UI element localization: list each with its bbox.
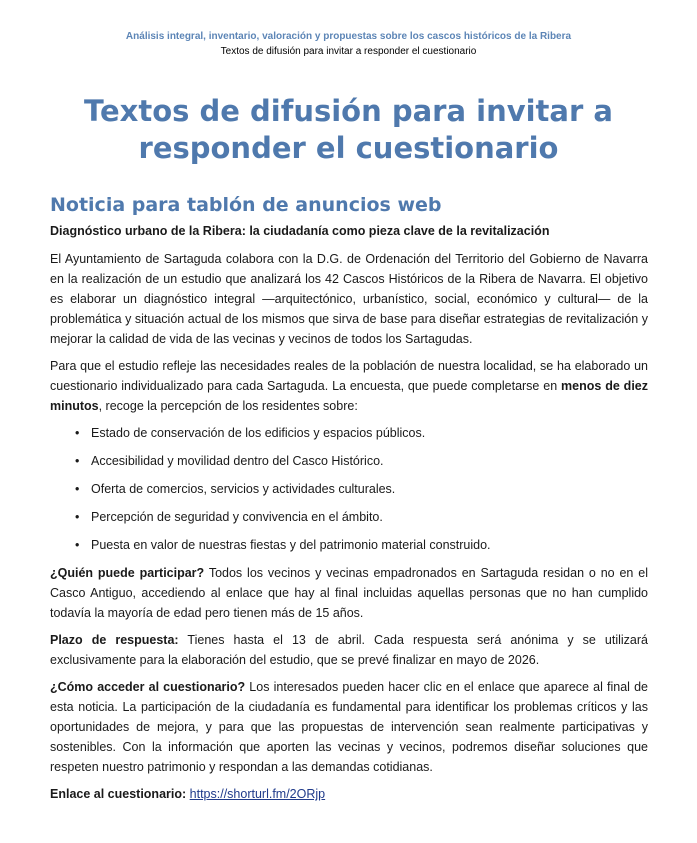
document-body: [50, 192, 648, 811]
list-item-text: Estado de conservación de los edificios y espacios públicos.: [91, 426, 426, 440]
list-item: [50, 507, 648, 527]
list-item: [50, 479, 648, 499]
access-paragraph: [50, 677, 648, 777]
who-text: Todos los vecinos y vecinas empadronados en Sartaguda residan o no en el Casco Antiguo, accediendo al enlace que hay al final incluidas aquellas personas que no han cumplido todavía la mayoría de edad pero tienen más de 15 años.: [50, 566, 648, 620]
who-label: ¿Quién puede participar?: [50, 566, 205, 580]
header-document-title: Textos de difusión para invitar a responder el cuestionario: [220, 46, 477, 57]
header-project-title: Análisis integral, inventario, valoración y propuestas sobre los cascos históricos de la Ribera: [125, 31, 572, 42]
survey-paragraph: [50, 356, 648, 416]
section-heading: Noticia para tablón de anuncios web: [50, 194, 442, 216]
list-item: [50, 535, 648, 555]
list-item-text: Oferta de comercios, servicios y actividades culturales.: [91, 482, 396, 496]
list-item-text: Percepción de seguridad y convivencia en el ámbito.: [91, 510, 383, 524]
bullet-icon: •: [75, 482, 80, 496]
list-item: [50, 451, 648, 471]
bullet-icon: •: [75, 538, 80, 552]
link-label: Enlace al cuestionario:: [50, 787, 187, 801]
access-text: Los interesados pueden hacer clic en el enlace que aparece al final de esta noticia. La participación de la ciudadanía es fundamental para identificar los problemas críticos y las oportunidades de mejora, y para que las propuestas de intervención sean realmente participativas y sostenibles. Con la información que aporten las vecinas y vecinos, podremos diseñar soluciones que respeten nuestro patrimonio y respondan a las demandas cotidianas.: [50, 680, 648, 774]
survey-paragraph-text: Para que el estudio refleje las necesidades reales de la población de nuestra localidad, se ha elaborado un cuestionario individualizado para cada Sartaguda. La encuesta, que puede completarse en: [50, 359, 648, 393]
deadline-paragraph: [50, 630, 648, 670]
questionnaire-link[interactable]: https://shorturl.fm/2ORjp: [189, 787, 326, 801]
survey-paragraph-text-end: , recoge la percepción de los residentes sobre:: [98, 399, 358, 413]
running-header: [0, 29, 697, 59]
deadline-label: Plazo de respuesta:: [50, 633, 179, 647]
topics-list: [50, 423, 648, 555]
access-label: ¿Cómo acceder al cuestionario?: [50, 680, 246, 694]
intro-paragraph: El Ayuntamiento de Sartaguda colabora con la D.G. de Ordenación del Territorio del Gobierno de Navarra en la realización de un estudio que analizará los 42 Cascos Históricos de la Ribera de Navarra. El objetivo es elaborar un diagnóstico integral —arquitectónico, urbanístico, social, económico y cultural— de la problemática y situación actual de los mismos que sirva de base para diseñar estrategias de revitalización y mejorar la calidad de vida de las vecinas y vecinos de todos los Sartagudas.: [50, 252, 648, 346]
bullet-icon: •: [75, 454, 80, 468]
bullet-icon: •: [75, 426, 80, 440]
list-item: [50, 423, 648, 443]
who-paragraph: [50, 563, 648, 623]
link-paragraph: [50, 784, 648, 804]
page-title: Textos de difusión para invitar a responder el cuestionario: [84, 94, 613, 165]
deadline-text: Tienes hasta el 13 de abril. Cada respuesta será anónima y se utilizará exclusivamente para la elaboración del estudio, que se prevé finalizar en mayo de 2026.: [50, 633, 648, 667]
list-item-text: Puesta en valor de nuestras fiestas y del patrimonio material construido.: [91, 538, 491, 552]
survey-duration: menos de diez minutos: [50, 379, 648, 413]
news-headline: Diagnóstico urbano de la Ribera: la ciudadanía como pieza clave de la revitalización: [50, 224, 550, 238]
bullet-icon: •: [75, 510, 80, 524]
list-item-text: Accesibilidad y movilidad dentro del Casco Histórico.: [91, 454, 384, 468]
